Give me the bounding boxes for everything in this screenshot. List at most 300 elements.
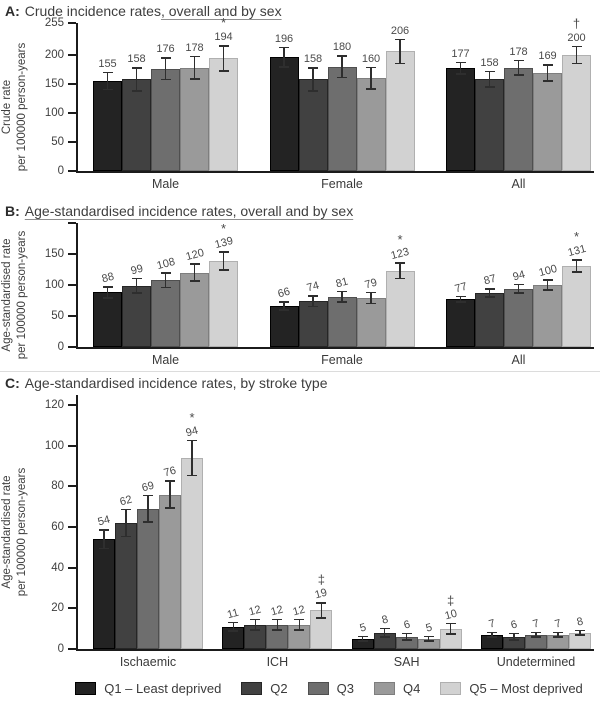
y-tick-label: 60 [51, 521, 64, 534]
y-axis-label-line: per 100000 person-years [16, 467, 28, 597]
plot-wrapper [30, 395, 600, 669]
bar-slot [374, 395, 396, 649]
bar-value-label: 87 [482, 272, 497, 288]
bar-value-label: 169 [538, 50, 557, 63]
bar-slot [357, 223, 386, 347]
y-tick-label: 100 [44, 279, 64, 291]
y-tick [68, 648, 76, 650]
panel-c-title-text: Age-standardised incidence rates, by stroke type [24, 375, 328, 391]
bar-value-label: 7 [531, 617, 541, 631]
bar-slot [299, 223, 328, 347]
bar-slot [209, 220, 238, 347]
y-tick [68, 315, 76, 317]
bar-group-female [270, 223, 415, 347]
bar-value-label: 7 [487, 617, 497, 631]
y-axis-line [76, 223, 78, 347]
error-bar-stem [136, 67, 138, 91]
error-bar [219, 251, 229, 271]
bar-value-label: 139 [213, 234, 234, 252]
bar-value-label: 180 [332, 40, 352, 53]
bar-value-label: 200 [567, 31, 586, 44]
bar-value-label: 5 [358, 621, 368, 635]
error-bar-stem [283, 301, 285, 311]
y-tick-label: 255 [44, 17, 64, 29]
error-bar [250, 619, 260, 631]
bar-slot [352, 395, 374, 649]
error-bar [456, 296, 466, 303]
bar-value-label: 155 [98, 57, 117, 70]
legend-label: Q5 – Most deprived [469, 681, 583, 696]
bar-value-label: 99 [129, 262, 144, 277]
bar-value-label: 176 [156, 43, 175, 56]
error-bar-stem [136, 278, 138, 294]
bar-value-label: 131 [566, 242, 587, 260]
error-bar [572, 259, 582, 273]
error-bar-stem [557, 632, 559, 638]
bar-value-label: 77 [453, 280, 468, 295]
y-tick [68, 346, 76, 348]
bar-slot [244, 395, 266, 649]
error-bar-stem [223, 251, 225, 271]
error-bar [395, 262, 405, 279]
panel-b-letter: B: [5, 203, 20, 219]
error-bar-stem [165, 57, 167, 80]
bar-slot [122, 23, 151, 171]
bar-q4 [357, 298, 386, 347]
y-tick-label: 50 [51, 135, 64, 148]
error-bar-stem [299, 619, 301, 631]
bar-slot [569, 395, 591, 649]
y-tick [68, 141, 76, 143]
error-bar-stem [547, 64, 549, 81]
y-tick-label: 50 [51, 310, 64, 322]
bar-slot [270, 23, 299, 171]
error-bar [380, 628, 390, 638]
y-tick-label: 0 [57, 165, 64, 177]
x-category-label: Undetermined [496, 655, 576, 669]
bar-slot [446, 23, 475, 171]
error-bar [446, 623, 456, 635]
error-bar-stem [255, 619, 257, 631]
error-bar-stem [406, 633, 408, 641]
bar-slot [533, 223, 562, 347]
bar-value-label: 108 [155, 255, 176, 273]
bar-q1 [93, 539, 115, 649]
error-bar [575, 630, 585, 636]
bar-slot [475, 23, 504, 171]
error-bar-stem [194, 263, 196, 282]
bar-value-label: 160 [361, 52, 381, 65]
bar-slot [396, 395, 418, 649]
error-bar [424, 636, 434, 642]
bar-slot [562, 223, 591, 347]
bar-q2 [475, 79, 504, 171]
bar-value-label: 76 [162, 464, 178, 480]
chart-b [0, 220, 600, 367]
error-bar-stem [341, 55, 343, 78]
bar-slot [418, 395, 440, 649]
bar-slot [209, 15, 238, 171]
bar-slot [328, 23, 357, 171]
bar-value-label: 6 [509, 618, 519, 632]
y-tick [68, 284, 76, 286]
bar-slot [159, 395, 181, 649]
y-axis-label-line: Age-standardised rate [1, 238, 14, 352]
bar-value-label: 206 [390, 24, 410, 37]
bar-value-label: 8 [575, 615, 585, 629]
y-axis-line [76, 23, 78, 171]
x-category-label: All [511, 353, 526, 367]
y-tick-label: 0 [57, 341, 64, 353]
bar-value-label: 6 [402, 618, 412, 632]
legend-item-q5 [440, 681, 582, 696]
bar-slot [310, 395, 332, 649]
error-bar-stem [362, 636, 364, 642]
error-bar [402, 633, 412, 641]
bar-slot [481, 395, 503, 649]
y-tick [68, 222, 76, 224]
error-bar [509, 633, 519, 641]
bar-slot [328, 223, 357, 347]
x-category-label: Male [151, 353, 180, 367]
error-bar-stem [370, 67, 372, 90]
legend-swatch-q4 [374, 682, 395, 695]
bar-q5 [209, 261, 238, 347]
y-tick-label: 40 [51, 561, 64, 574]
sig-marker: * [573, 228, 580, 244]
y-axis-label-line: Age-standardised rate [1, 475, 14, 589]
plot-area [44, 15, 594, 177]
panel-a-letter: A: [5, 3, 20, 19]
bar-value-label: 74 [305, 279, 321, 295]
error-bar-stem [341, 291, 343, 303]
panel-a-title-underlined: , overall and by sex [160, 3, 282, 19]
y-tick-label: 100 [44, 439, 64, 452]
error-bar-stem [107, 286, 109, 298]
bar-value-label: 19 [313, 586, 329, 602]
error-bar-stem [321, 602, 323, 618]
panel-b [0, 203, 600, 367]
bar-value-label: 158 [127, 53, 146, 66]
bar-slot [180, 23, 209, 171]
error-bar-stem [518, 284, 520, 294]
bar-value-label: 62 [118, 493, 134, 509]
sig-marker: * [397, 232, 403, 248]
x-category-label: ICH [266, 655, 289, 669]
bar-q2 [122, 286, 151, 347]
bar-value-label: 94 [184, 424, 200, 440]
bar-q2 [122, 79, 151, 171]
error-bar-stem [460, 62, 462, 75]
error-bar [294, 619, 304, 631]
y-tick [68, 404, 76, 406]
legend-label: Q2 [270, 681, 288, 696]
bar-slot [270, 223, 299, 347]
error-bar-stem [576, 46, 578, 65]
x-category-label: Female [321, 353, 363, 367]
bar-slot [93, 395, 115, 649]
bar-q1 [446, 68, 475, 171]
bar-value-label: 5 [424, 621, 434, 635]
error-bar [132, 67, 142, 91]
legend-label: Q1 – Least deprived [104, 681, 222, 696]
bar-q2 [299, 79, 328, 171]
bar-q1 [446, 299, 475, 347]
error-bar-stem [223, 45, 225, 72]
panel-a-title-text: Crude incidence rates [24, 3, 161, 19]
bar-value-label: 196 [274, 32, 294, 45]
bar-value-label: 79 [363, 276, 379, 292]
bar-slot [503, 395, 525, 649]
divider [0, 371, 600, 372]
y-tick [68, 83, 76, 85]
bar-slot [533, 23, 562, 171]
error-bar [553, 632, 563, 638]
error-bar [308, 67, 318, 91]
bar-value-label: 94 [511, 268, 526, 284]
chart-c [0, 395, 600, 669]
y-axis-label-line: per 100000 person-years [16, 42, 28, 172]
plot-area [44, 395, 594, 655]
error-bar [358, 636, 368, 642]
error-bar-stem [147, 495, 149, 523]
chart-a [0, 15, 600, 191]
legend-item-q3 [308, 681, 354, 696]
bar-value-label: 178 [185, 41, 204, 54]
error-bar [531, 632, 541, 638]
sig-marker: ‡ [317, 572, 325, 588]
y-tick [68, 22, 76, 24]
error-bar [190, 56, 200, 80]
bar-value-label: 177 [451, 47, 470, 60]
bar-value-label: 8 [380, 613, 390, 627]
bar-q2 [115, 523, 137, 649]
error-bar [487, 632, 497, 638]
bar-q5 [209, 58, 238, 171]
error-bar [543, 279, 553, 290]
bar-q5 [181, 458, 203, 649]
x-category-label: Male [151, 177, 180, 191]
error-bar [121, 509, 131, 537]
bar-q1 [93, 81, 122, 171]
bar-value-label: 158 [480, 56, 499, 69]
y-tick-label: 150 [44, 77, 64, 90]
bar-q5 [386, 271, 415, 347]
legend-swatch-q5 [440, 682, 461, 695]
bar-value-label: 88 [100, 270, 115, 286]
error-bar-stem [233, 622, 235, 632]
bar-value-label: 100 [537, 263, 558, 280]
bar-slot [151, 223, 180, 347]
error-bar-stem [399, 262, 401, 279]
bar-value-label: 10 [443, 607, 459, 622]
panel-b-title-underlined: Age-standardised incidence rates, overall and by sex [24, 203, 354, 219]
x-category-label: All [511, 177, 526, 191]
error-bar-stem [103, 529, 105, 549]
bar-slot [386, 23, 415, 171]
bar-group-all [446, 223, 591, 347]
legend-item-q1 [75, 681, 221, 696]
y-tick [68, 112, 76, 114]
error-bar-stem [576, 259, 578, 273]
error-bar-stem [535, 632, 537, 638]
bar-group-male [93, 220, 238, 347]
bar-slot [504, 23, 533, 171]
sig-marker: † [572, 15, 581, 31]
error-bar-stem [370, 292, 372, 304]
sig-marker: * [220, 220, 227, 236]
x-category-label: Female [321, 177, 363, 191]
bar-slot [93, 223, 122, 347]
error-bar [337, 55, 347, 78]
bar-q4 [159, 495, 181, 649]
panel-c-title [5, 375, 600, 392]
bar-q3 [151, 69, 180, 171]
error-bar-stem [428, 636, 430, 642]
error-bar-stem [460, 296, 462, 303]
error-bar-stem [283, 47, 285, 68]
error-bar [103, 286, 113, 298]
error-bar [337, 291, 347, 303]
error-bar [187, 440, 197, 477]
y-tick [68, 445, 76, 447]
bar-value-label: 120 [184, 247, 205, 264]
bar-value-label: 7 [553, 617, 563, 631]
bar-q1 [93, 292, 122, 347]
y-tick [68, 526, 76, 528]
x-axis-labels [76, 353, 594, 367]
bar-group-ischaemic [93, 395, 203, 649]
plot-area [44, 220, 594, 353]
bar-value-label: 81 [334, 275, 350, 290]
error-bar [99, 529, 109, 549]
plot-wrapper [30, 220, 600, 367]
error-bar-stem [312, 295, 314, 307]
bar-q4 [533, 285, 562, 347]
bar-slot [475, 223, 504, 347]
error-bar [366, 292, 376, 304]
bar-q1 [270, 306, 299, 347]
bar-slot [266, 395, 288, 649]
bar-slot [440, 395, 462, 649]
y-tick [68, 607, 76, 609]
bar-slot [386, 223, 415, 347]
bar-slot [504, 223, 533, 347]
bar-slot [562, 15, 591, 171]
error-bar-stem [169, 480, 171, 508]
legend-item-q2 [241, 681, 287, 696]
bar-q3 [328, 297, 357, 347]
bar-slot [525, 395, 547, 649]
bar-slot [288, 395, 310, 649]
x-category-label: Ischaemic [119, 655, 177, 669]
bar-slot [122, 223, 151, 347]
bar-q2 [299, 301, 328, 347]
legend-item-q4 [374, 681, 420, 696]
error-bar-stem [489, 71, 491, 88]
error-bar-stem [312, 67, 314, 91]
error-bar [228, 622, 238, 632]
bar-q3 [328, 67, 357, 171]
error-bar-stem [513, 633, 515, 641]
bar-value-label: 12 [247, 603, 263, 618]
y-axis-label-line: per 100000 person-years [16, 230, 28, 360]
y-tick-label: 0 [57, 643, 64, 655]
bar-group-all [446, 15, 591, 171]
error-bar-stem [107, 72, 109, 91]
bar-slot [446, 223, 475, 347]
bar-slot [181, 395, 203, 649]
legend-swatch-q3 [308, 682, 329, 695]
error-bar-stem [399, 39, 401, 65]
y-tick [68, 170, 76, 172]
bar-slot [115, 395, 137, 649]
panel-a [0, 3, 600, 191]
error-bar-stem [277, 619, 279, 631]
bar-q3 [137, 509, 159, 649]
panel-b-title [5, 203, 600, 220]
error-bar-stem [518, 60, 520, 76]
bar-value-label: 69 [140, 479, 156, 494]
bar-value-label: 66 [276, 285, 292, 301]
bar-value-label: 12 [269, 603, 285, 618]
panel-c [0, 375, 600, 669]
sig-marker: * [189, 409, 195, 425]
bar-q3 [504, 68, 533, 171]
error-bar [485, 288, 495, 298]
bar-slot [299, 23, 328, 171]
bar-value-label: 54 [96, 513, 112, 529]
bar-slot [222, 395, 244, 649]
bar-q4 [180, 273, 209, 347]
error-bar [132, 278, 142, 294]
y-axis-label-line: Crude rate [1, 79, 14, 135]
legend [0, 681, 600, 696]
legend-swatch-q2 [241, 682, 262, 695]
bar-group-ich [222, 395, 332, 649]
bar-q2 [475, 293, 504, 347]
y-tick-label: 80 [51, 480, 64, 493]
error-bar [103, 72, 113, 91]
bar-q1 [270, 57, 299, 171]
plot-wrapper [30, 15, 600, 191]
y-axis-line [76, 395, 78, 649]
error-bar [161, 272, 171, 288]
error-bar [366, 67, 376, 90]
error-bar-stem [125, 509, 127, 537]
bar-group-undetermined [481, 395, 591, 649]
error-bar [279, 47, 289, 68]
bar-q5 [386, 51, 415, 171]
error-bar-stem [165, 272, 167, 288]
sig-marker: ‡ [447, 592, 455, 608]
y-tick [68, 567, 76, 569]
legend-label: Q3 [336, 681, 354, 696]
legend-label: Q4 [402, 681, 421, 696]
error-bar [543, 64, 553, 81]
error-bar [456, 62, 466, 75]
y-tick-label: 120 [44, 399, 64, 412]
sig-marker: * [220, 15, 227, 31]
error-bar [572, 46, 582, 65]
bar-slot [137, 395, 159, 649]
bar-q3 [504, 289, 533, 347]
bar-group-female [270, 23, 415, 171]
error-bar-stem [194, 56, 196, 80]
error-bar [308, 295, 318, 307]
bar-slot [547, 395, 569, 649]
y-tick [68, 54, 76, 56]
